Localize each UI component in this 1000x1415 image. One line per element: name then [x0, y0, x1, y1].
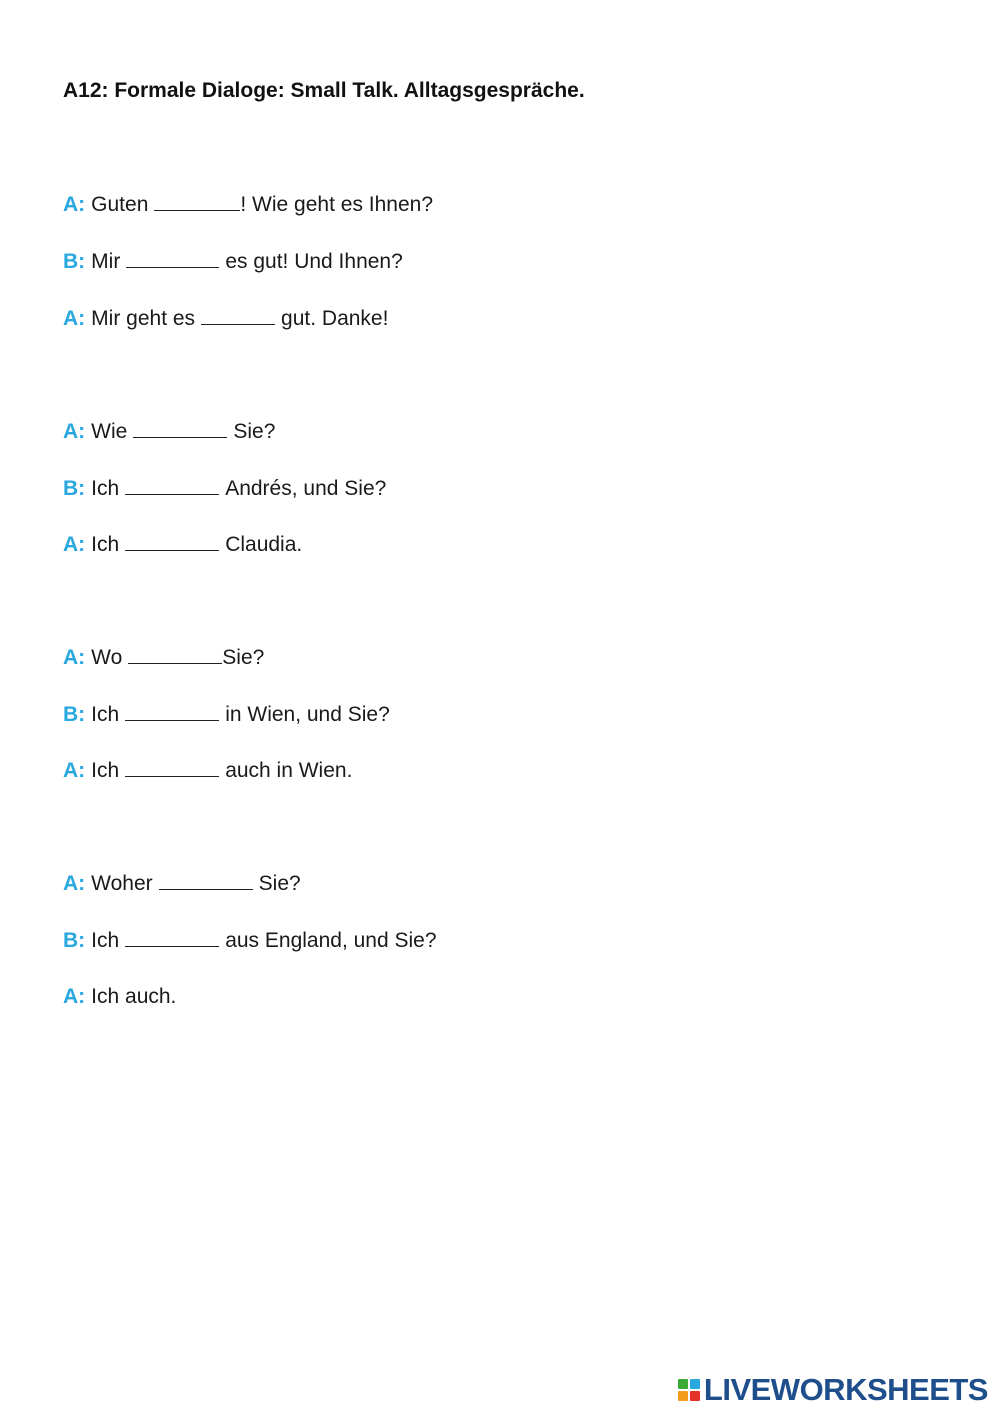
liveworksheets-logo-icon [678, 1379, 700, 1401]
speaker-label: A: [63, 646, 86, 669]
dialogue-line [63, 193, 433, 217]
line-text-before: Woher [91, 872, 153, 895]
line-text-after: in Wien, und Sie? [225, 703, 390, 726]
answer-blank[interactable] [125, 775, 219, 777]
line-text-after: auch in Wien. [225, 759, 353, 782]
dialogue-line [63, 929, 437, 953]
speaker-label: B: [63, 703, 86, 726]
line-text-after: Claudia. [225, 533, 303, 556]
speaker-label: A: [63, 193, 86, 216]
speaker-label: A: [63, 307, 86, 330]
line-text-before: Ich [91, 533, 120, 556]
line-text-after: Sie? [233, 420, 276, 443]
speaker-label: B: [63, 477, 86, 500]
line-text-before: Guten [91, 193, 149, 216]
answer-blank[interactable] [126, 266, 219, 268]
dialogue-line [63, 703, 390, 727]
liveworksheets-brand [678, 1372, 988, 1407]
dialogue-line [63, 646, 264, 670]
answer-blank[interactable] [125, 945, 219, 947]
line-text-after: ! Wie geht es Ihnen? [240, 193, 434, 216]
dialogue-line [63, 477, 386, 501]
line-text-before: Mir geht es [91, 307, 196, 330]
line-text-after: Sie? [258, 872, 301, 895]
answer-blank[interactable] [125, 549, 219, 551]
dialogue-line [63, 250, 403, 274]
dialogue-line [63, 759, 352, 783]
line-text-before: Mir [91, 250, 121, 273]
answer-blank[interactable] [154, 209, 240, 211]
brand-wordmark: LIVEWORKSHEETS [703, 1372, 988, 1407]
line-text-before: Ich [91, 703, 120, 726]
speaker-label: B: [63, 250, 86, 273]
line-text-after: Sie? [222, 646, 265, 669]
dialogue-line [63, 307, 388, 331]
answer-blank[interactable] [159, 888, 253, 890]
line-text-before: Ich [91, 477, 120, 500]
line-text: Ich auch. [91, 985, 177, 1008]
dialogue-line [63, 872, 301, 896]
speaker-label: A: [63, 533, 86, 556]
dialogue-line [63, 985, 176, 1009]
speaker-label: A: [63, 759, 86, 782]
answer-blank[interactable] [128, 662, 222, 664]
speaker-label: A: [63, 420, 86, 443]
line-text-before: Wo [91, 646, 123, 669]
line-text-after: Andrés, und Sie? [225, 477, 387, 500]
speaker-label: A: [63, 872, 86, 895]
speaker-label: A: [63, 985, 86, 1008]
page-title: A12: Formale Dialoge: Small Talk. Alltagsgespräche. [63, 79, 585, 102]
dialogue-line [63, 420, 275, 444]
line-text-after: aus England, und Sie? [225, 929, 437, 952]
line-text-before: Ich [91, 759, 120, 782]
answer-blank[interactable] [125, 719, 219, 721]
speaker-label: B: [63, 929, 86, 952]
dialogue-line [63, 533, 302, 557]
answer-blank[interactable] [201, 323, 275, 325]
line-text-before: Ich [91, 929, 120, 952]
answer-blank[interactable] [133, 436, 227, 438]
answer-blank[interactable] [125, 493, 219, 495]
line-text-before: Wie [91, 420, 128, 443]
line-text-after: es gut! Und Ihnen? [225, 250, 403, 273]
line-text-after: gut. Danke! [281, 307, 389, 330]
